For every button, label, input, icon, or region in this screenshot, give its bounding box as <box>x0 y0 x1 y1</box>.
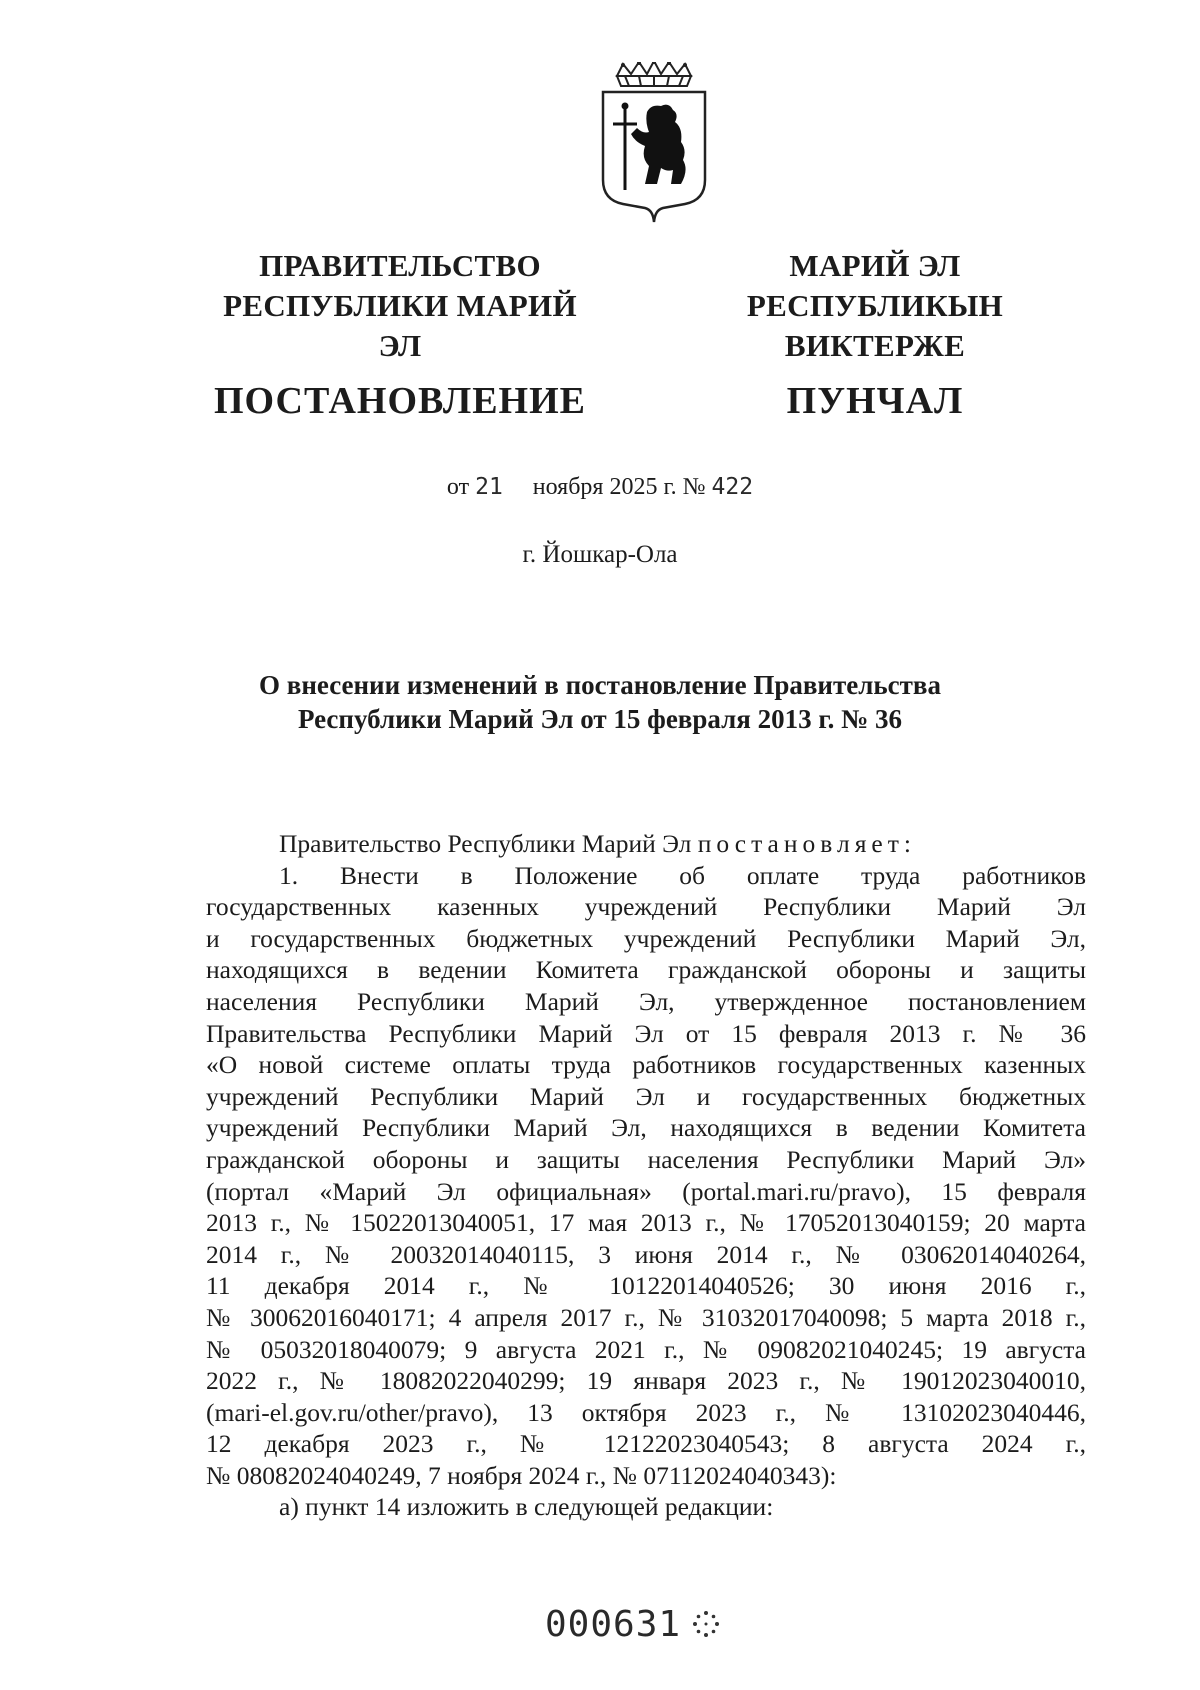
body-line: № 30062016040171; 4 апреля 2017 г., № 31032017040098; 5 марта 2018 г., <box>206 1302 1086 1332</box>
body-line: находящихся в ведении Комитета гражданской обороны и защиты <box>206 955 1086 985</box>
document-type-mari: ПУНЧАЛ <box>786 380 964 422</box>
header-left <box>200 246 600 424</box>
body-line: населения Республики Марий Эл, утвержденное постановлением <box>206 986 1086 1016</box>
intro-line <box>206 828 1086 860</box>
header-right-line1: МАРИЙ ЭЛ РЕСПУБЛИКЫН <box>746 248 1004 323</box>
document-date-line <box>0 474 1200 501</box>
body-line: Правительства Республики Марий Эл от 15 февраля 2013 г. № 36 <box>206 1018 1086 1048</box>
serial-number: 000631 <box>545 1604 682 1645</box>
body-line: № 08082024040249, 7 ноября 2024 г., № 07112024040343): <box>206 1460 837 1490</box>
intro-text: Правительство Республики Марий Эл <box>279 829 692 858</box>
intro-spaced-verb: постановляет: <box>697 829 916 858</box>
body-line: 1. Внести в Положение об оплате труда работников <box>279 860 1086 890</box>
body-line: а) пункт 14 изложить в следующей редакции: <box>279 1492 774 1522</box>
header-right <box>665 246 1085 424</box>
coat-of-arms-icon <box>595 62 713 230</box>
body-line: 11 декабря 2014 г., № 10122014040526; 30 июня 2016 г., <box>206 1271 1086 1301</box>
document-title <box>150 668 1050 736</box>
date-day: 21 <box>475 474 503 500</box>
date-prefix: от <box>446 474 470 500</box>
body-line: гражданской обороны и защиты населения Республики Марий Эл» <box>206 1144 1086 1174</box>
body-line: учреждений Республики Марий Эл, находящихся в ведении Комитета <box>206 1113 1086 1143</box>
body-line: (mari-el.gov.ru/other/pravo), 13 октября 2023 г., № 13102023040446, <box>206 1397 1086 1427</box>
body-line: 12 декабря 2023 г., № 12122023040543; 8 августа 2024 г., <box>206 1429 1086 1459</box>
body-line: № 05032018040079; 9 августа 2021 г., № 09082021040245; 19 августа <box>206 1334 1086 1364</box>
header-left-line2: РЕСПУБЛИКИ МАРИЙ ЭЛ <box>223 288 577 363</box>
header-right-line2: ВИКТЕРЖЕ <box>784 328 966 363</box>
body-line: (портал «Марий Эл официальная» (portal.mari.ru/pravo), 15 февраля <box>206 1176 1086 1206</box>
body-line: и государственных бюджетных учреждений Республики Марий Эл, <box>206 923 1086 953</box>
document-type-ru: ПОСТАНОВЛЕНИЕ <box>213 380 587 422</box>
body-line: государственных казенных учреждений Республики Марий Эл <box>206 892 1086 922</box>
asterisk-mark-icon <box>690 1608 722 1640</box>
title-line-2: Республики Марий Эл от 15 февраля 2013 г. № 36 <box>297 704 902 734</box>
body-line: «О новой системе оплаты труда работников государственных казенных <box>206 1050 1086 1080</box>
document-body <box>206 828 1086 1523</box>
title-line-1: О внесении изменений в постановление Правительства <box>259 670 941 700</box>
city: г. Йошкар-Ола <box>522 541 678 568</box>
body-line: 2022 г., № 18082022040299; 19 января 2023 г., № 19012023040010, <box>206 1366 1086 1396</box>
body-line: 2014 г., № 20032014040115, 3 июня 2014 г., № 03062014040264, <box>206 1239 1086 1269</box>
body-line: учреждений Республики Марий Эл и государственных бюджетных <box>206 1081 1086 1111</box>
header-left-line1: ПРАВИТЕЛЬСТВО <box>259 248 541 283</box>
body-line: 2013 г., № 15022013040051, 17 мая 2013 г., № 17052013040159; 20 марта <box>206 1208 1086 1238</box>
document-number: 422 <box>711 474 754 500</box>
date-month-year: ноября 2025 г. № <box>532 474 706 500</box>
